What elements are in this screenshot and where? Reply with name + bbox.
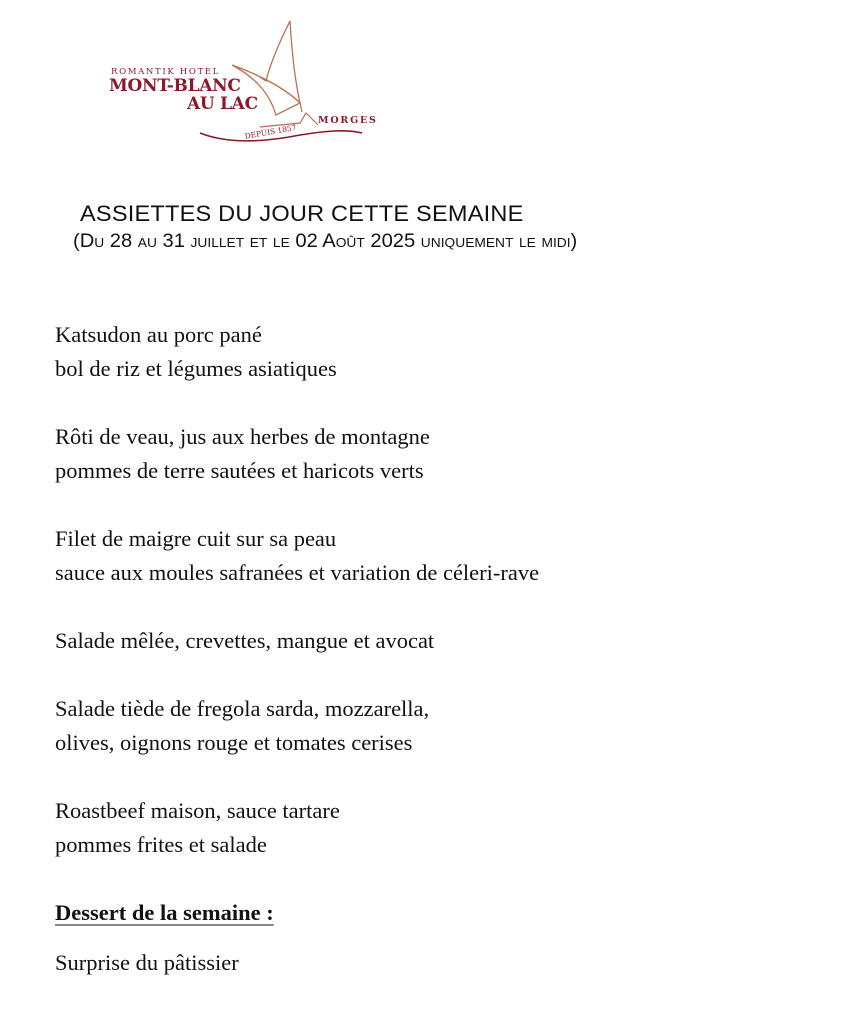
dessert-heading: Dessert de la semaine : [55, 900, 274, 925]
dish-item [55, 420, 539, 488]
dish-side: sauce aux moules safranées et variation de céleri-rave [55, 560, 540, 585]
dish-item [55, 624, 539, 658]
dish-item [55, 692, 539, 760]
dish-name: Rôti de veau, jus aux herbes de montagne [55, 424, 430, 449]
dish-name: Filet de maigre cuit sur sa peau [55, 526, 337, 551]
dish-name: Katsudon au porc pané [55, 322, 262, 347]
menu-list [55, 318, 539, 980]
dish-name: Salade tiède de fregola sarda, mozzarella, [55, 696, 430, 721]
dish-side: pommes de terre sautées et haricots verts [55, 458, 424, 483]
dessert-item: Surprise du pâtissier [55, 950, 239, 975]
dish-item [55, 794, 539, 862]
dish-name: Salade mêlée, crevettes, mangue et avocat [55, 628, 435, 653]
dish-name: Roastbeef maison, sauce tartare [55, 798, 340, 823]
hotel-logo [100, 15, 390, 155]
logo-romantik-hotel: ROMANTIK HOTEL [111, 67, 220, 77]
dish-side: bol de riz et légumes asiatiques [55, 356, 337, 381]
dish-item [55, 522, 539, 590]
logo-morges: MORGES [318, 115, 378, 126]
page-subtitle: (Du 28 au 31 juillet et le 02 Août 2025 uniquement le midi) [73, 231, 578, 252]
dish-side: pommes frites et salade [55, 832, 267, 857]
logo-depuis: DEPUIS 1857 [244, 122, 298, 141]
logo-au-lac: AU LAC [187, 94, 258, 114]
page-title: ASSIETTES DU JOUR CETTE SEMAINE [80, 201, 524, 226]
dish-item [55, 318, 539, 386]
dish-side: olives, oignons rouge et tomates cerises [55, 730, 413, 755]
logo-mont-blanc: MONT-BLANC [109, 76, 241, 96]
